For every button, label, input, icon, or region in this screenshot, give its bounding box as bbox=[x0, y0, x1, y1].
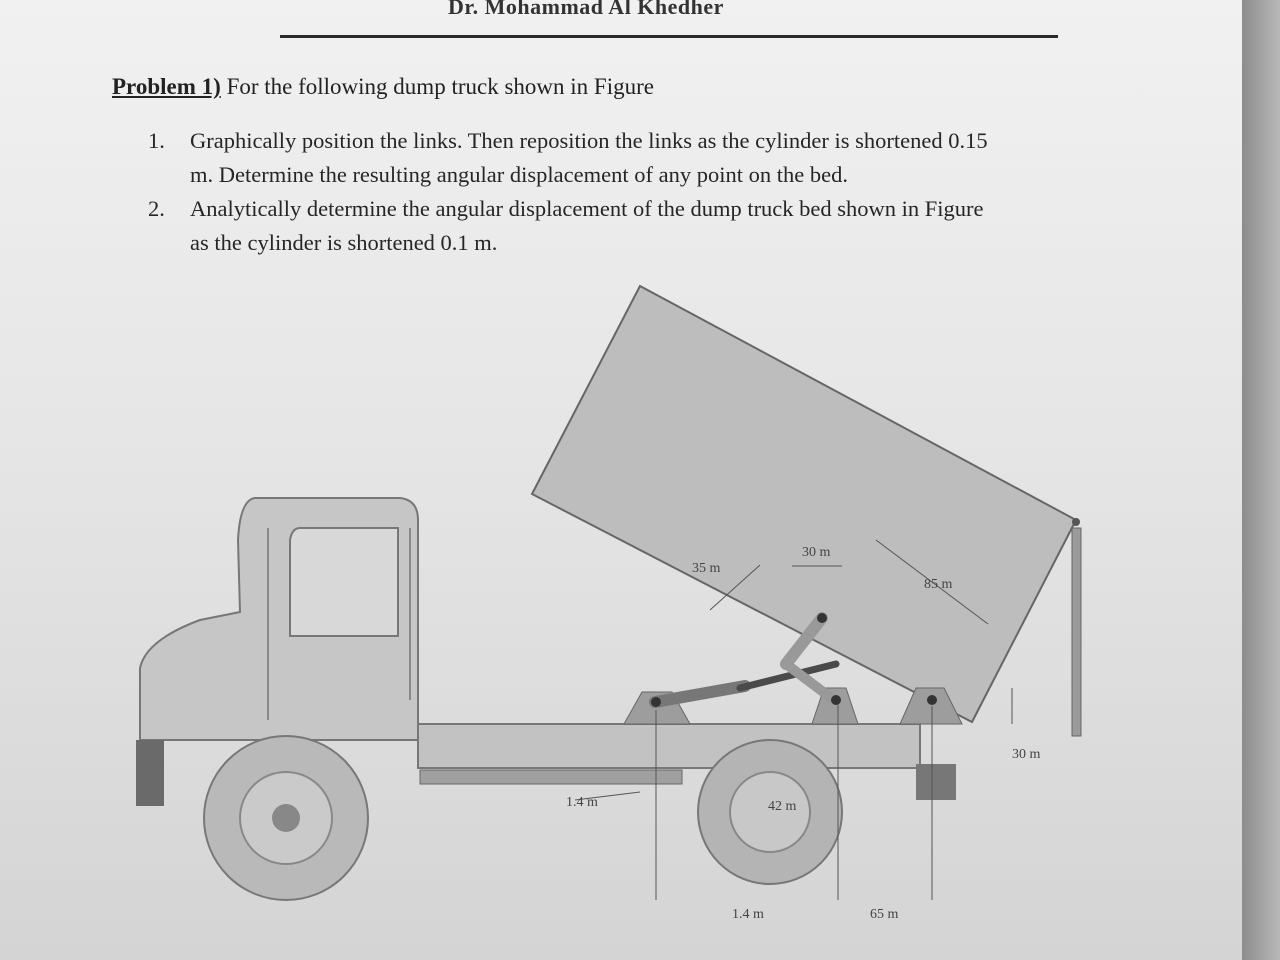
dump-bed bbox=[532, 286, 1076, 722]
dim-42-label: 42 m bbox=[768, 799, 797, 814]
pin-joint bbox=[927, 695, 937, 705]
item-line: m. Determine the resulting angular displacement of any point on the bed. bbox=[190, 162, 848, 187]
problem-intro: For the following dump truck shown in Figure bbox=[226, 74, 654, 99]
dim-65-label: 65 m bbox=[870, 907, 899, 922]
author-header: Dr. Mohammad Al Khedher bbox=[448, 0, 724, 19]
bumper bbox=[136, 740, 164, 806]
hydraulic-cylinder bbox=[655, 686, 745, 702]
pin-joint bbox=[817, 613, 827, 623]
item-line: Analytically determine the angular displacement of the dump truck bed shown in Figure bbox=[190, 196, 984, 221]
front-wheel bbox=[204, 736, 368, 900]
problem-label: Problem 1) bbox=[112, 74, 221, 99]
dim-35-label: 35 m bbox=[692, 561, 721, 576]
item-number: 1. bbox=[148, 128, 165, 153]
pin-joint bbox=[831, 695, 841, 705]
page-edge-shadow bbox=[1242, 0, 1280, 960]
item-line: Graphically position the links. Then reposition the links as the cylinder is shortened 0.15 bbox=[190, 128, 988, 153]
dim-30-top-label: 30 m bbox=[802, 545, 831, 560]
driveshaft bbox=[420, 770, 682, 784]
item-line: as the cylinder is shortened 0.1 m. bbox=[190, 230, 498, 255]
dim-30-right-label: 30 m bbox=[1012, 747, 1041, 762]
dim-1.4-left-label: 1.4 m bbox=[566, 795, 598, 810]
rear-block bbox=[916, 764, 956, 800]
chassis-frame bbox=[418, 724, 920, 768]
cab-window bbox=[290, 528, 398, 636]
dim-1.4-bottom-label: 1.4 m bbox=[732, 907, 764, 922]
pin-joint bbox=[651, 697, 661, 707]
dim-85-label: 85 m bbox=[924, 577, 953, 592]
bed-corner-pin bbox=[1072, 518, 1080, 526]
rear-support-post bbox=[1072, 528, 1081, 736]
item-number: 2. bbox=[148, 196, 165, 221]
